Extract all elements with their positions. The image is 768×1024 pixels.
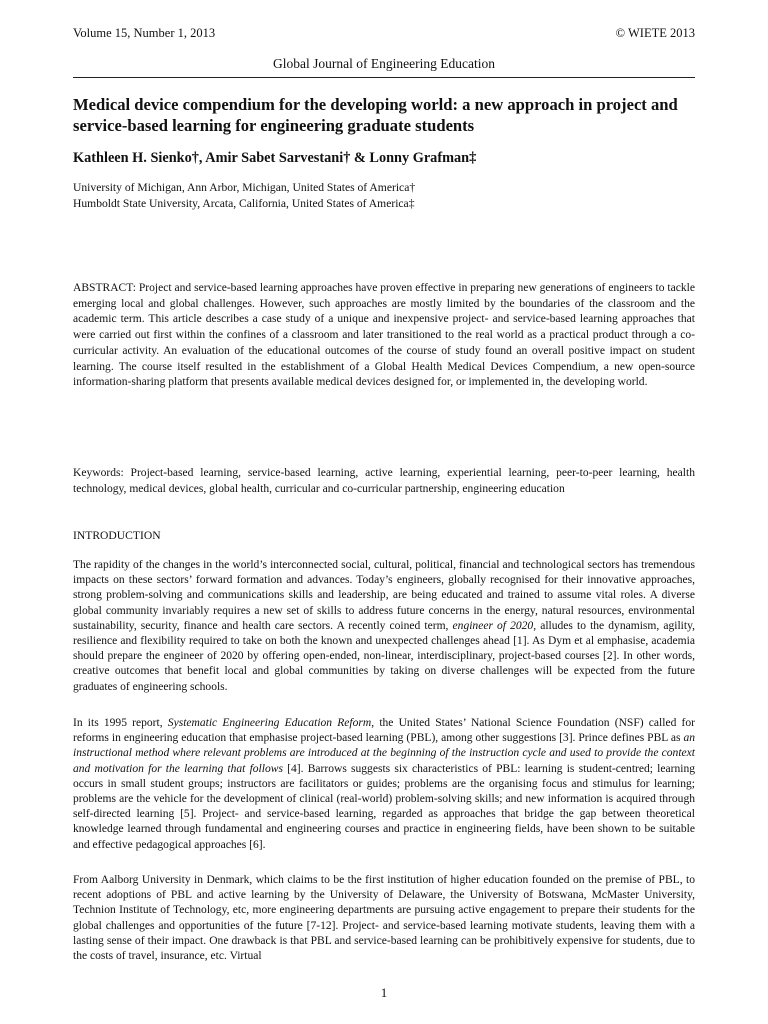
volume-info: Volume 15, Number 1, 2013 xyxy=(73,26,216,40)
paper-title: Medical device compendium for the developing world: a new approach in project and service-based learning for engineering graduate students xyxy=(73,95,678,135)
running-header xyxy=(73,26,695,41)
header-rule xyxy=(73,77,695,78)
affiliation-humboldt: Humboldt State University, Arcata, California, United States of America‡ xyxy=(73,197,415,210)
abstract: ABSTRACT: Project and service-based learning approaches have proven effective in preparing new generations of engineers to tackle emerging local and global challenges. However, such approaches are mostly limited by the boundaries of the classroom and the academic term. This article describes a case study of a unique and inexpensive project- and service-based learning approaches that were carried out first within the confines of a classroom and later transitioned to the real world as a practical product through a co-curricular activity. An evaluation of the educational outcomes of the course of study found an overall positive impact on student learning. The course itself resulted in the establishment of a Global Health Medical Devices Compendium, a new open-source information-sharing platform that presents available medical devices designed for, or implemented in, the developing world. xyxy=(73,282,695,389)
paragraph-1 xyxy=(73,558,695,695)
paragraph-1-emphasis: engineer of 2020 xyxy=(452,619,534,632)
paragraph-2-emphasis-report: Systematic Engineering Education Reform xyxy=(167,717,372,729)
paragraph-2 xyxy=(73,716,695,853)
paragraph-2-text-a: In its 1995 report, xyxy=(73,717,168,729)
journal-name: Global Journal of Engineering Education xyxy=(273,56,495,71)
page-number: 1 xyxy=(380,985,388,1000)
paragraph-1-text-b: , alludes to the dynamism, agility, resilience and flexibility required to take on both the known and unexpected challenges ahead [1]. As Dym et al emphasise, academia should prepare the engineer of 2020 by offering open-ended, non-linear, interdisciplinary, project-based courses [2]. In other words, creative outcomes that benefit local and global communities by taking on diverse challenges will be expected from the future graduates of engineering schools. xyxy=(73,619,696,693)
copyright-notice: © WIETE 2013 xyxy=(615,26,695,40)
paragraph-2-text-b: , the United States’ National Science Foundation (NSF) called for reforms in engineering education that emphasise project-based learning (PBL), among other suggestions [3]. Prince defines PBL as xyxy=(73,717,695,745)
paragraph-2-emphasis-definition: an instructional method where relevant problems are introduced at the beginning of the instruction cycle and used to provide the context and motivation for the learning that follows xyxy=(73,732,695,775)
affiliations xyxy=(73,180,695,212)
paragraph-2-text-c: [4]. Barrows suggests six characteristics of PBL: learning is student-centred; learning occurs in small student groups; instructors are facilitators or guides; problems are the organising focus and stimulus for learning; problems are the vehicle for the development of clinical (real-world) problem-solving skills; and new information is acquired through self-directed learning [5]. Project- and service-based learning, regarded as approaches that bridge the gap between theoretical knowledge learned through fundamental and engineering courses and practice in engineering fields, have been shown to be suitable and effective pedagogical approaches [6]. xyxy=(73,762,696,851)
paragraph-1-text-a: The rapidity of the changes in the world’s interconnected social, cultural, political, financial and technological sectors has tremendous impacts on these sectors’ forward formation and advances. Today’s engineers, globally recognised for their innovative approaches, strong problem-solving and communications skills and leadership, are being educated and trained to assume vital roles. A diverse global community invariably requires a new set of skills to address future concerns in the energy, natural resources, environmental sustainability, security, finance and health care sectors. A recently coined term, xyxy=(73,559,695,632)
paragraph-3: From Aalborg University in Denmark, which claims to be the first institution of higher education founded on the premise of PBL, to recent adoptions of PBL and active learning by the University of Delaware, the University of Botswana, McMaster University, Technion Institute of Technology, etc, more engineering departments are pursuing active engagement to prepare their students for the global challenges and opportunities of the future [7-12]. Project- and service-based learning motivate students, leaving them with a lasting sense of their impact. One drawback is that PBL and service-based learning can be prohibitively expensive for students, due to the costs of travel, insurance, etc. Virtual xyxy=(73,874,695,963)
author-list: Kathleen H. Sienko†, Amir Sabet Sarvestani† & Lonny Grafman‡ xyxy=(73,150,477,166)
affiliation-michigan: University of Michigan, Ann Arbor, Michigan, United States of America† xyxy=(73,181,416,194)
section-heading-introduction: INTRODUCTION xyxy=(73,529,161,542)
keywords: Keywords: Project-based learning, service-based learning, active learning, experiential learning, peer-to-peer learning, health technology, medical devices, global health, curricular and co-curricular partnership, engineering education xyxy=(73,467,695,495)
